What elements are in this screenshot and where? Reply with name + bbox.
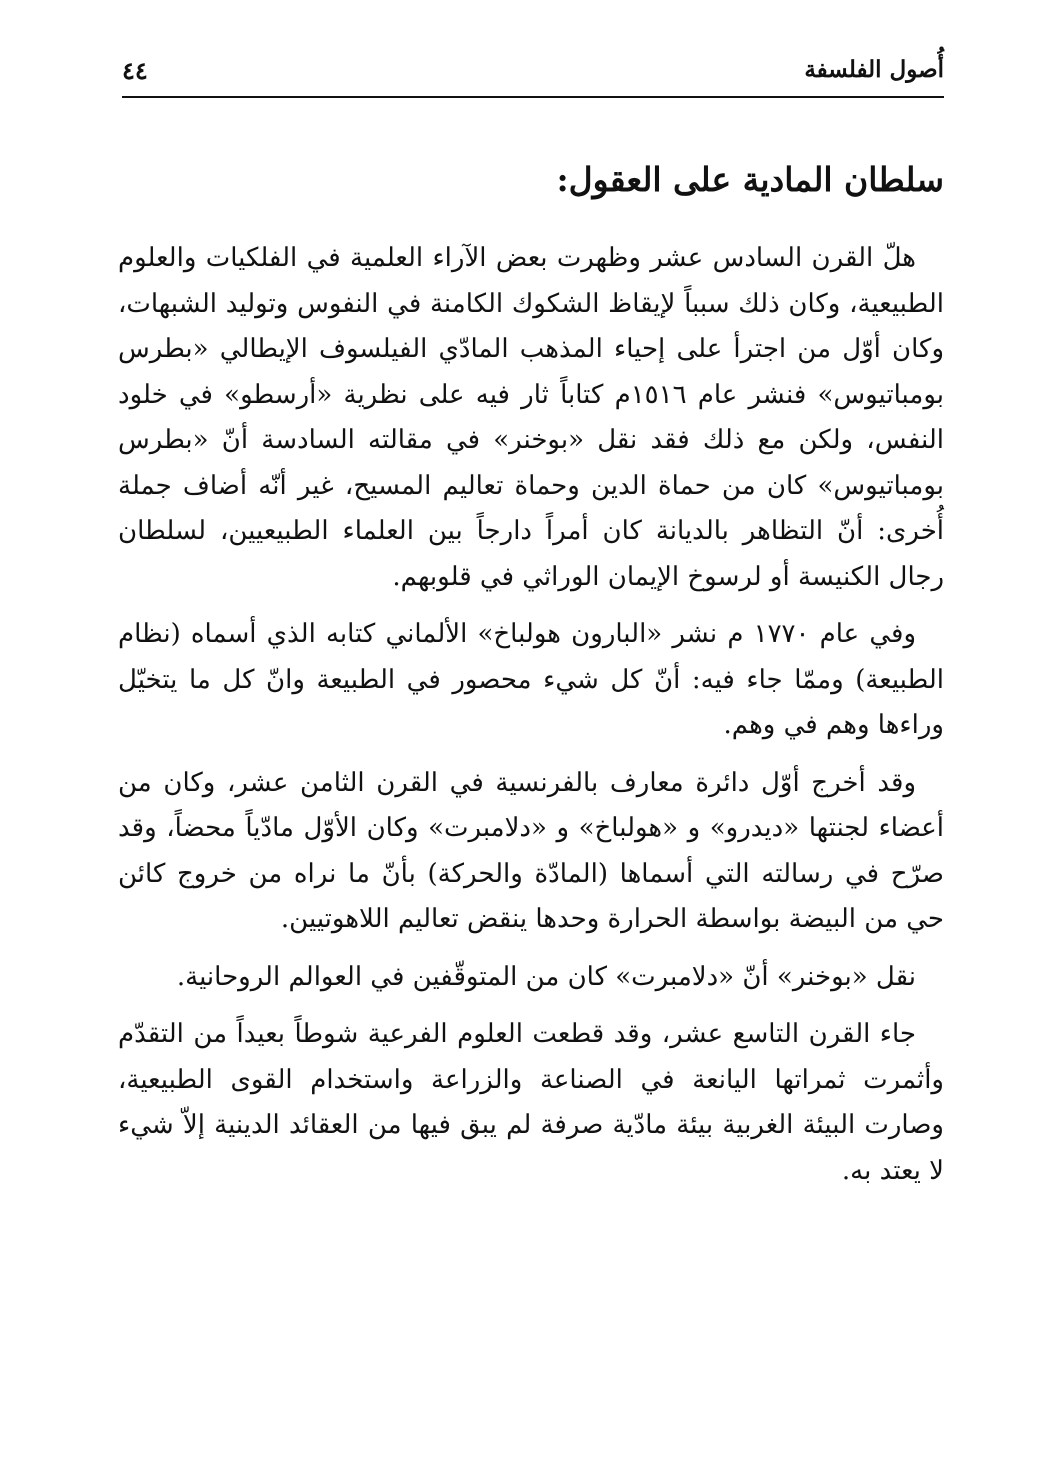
running-header	[122, 52, 944, 98]
paragraph: جاء القرن التاسع عشر، وقد قطعت العلوم الفرعية شوطاً بعيداً من التقدّم وأثمرت ثمراتها اليانعة في الصناعة والزراعة واستخدام القوى الطبيعية، وصارت البيئة الغربية بيئة مادّية صرفة لم يبق فيها من العقائد الدينية إلاّ شيء لا يعتد به.	[118, 1019, 944, 1186]
book-title: أُصول الفلسفة	[804, 56, 944, 83]
body-text	[118, 236, 944, 1206]
paragraph: نقل «بوخنر» أنّ «دلامبرت» كان من المتوقّفين في العوالم الروحانية.	[176, 961, 916, 992]
section-heading: سلطان المادية على العقول:	[556, 160, 944, 199]
paragraph: وقد أخرج أوّل دائرة معارف بالفرنسية في القرن الثامن عشر، وكان من أعضاء لجنتها «ديدرو» و «هولباخ» و «دلامبرت» وكان الأوّل مادّياً محضاً، وقد صرّح في رسالته التي أسماها (المادّة والحركة) بأنّ ما نراه من خروج كائن حي من البيضة بواسطة الحرارة وحدها ينقض تعاليم اللاهوتيين.	[118, 767, 944, 934]
paragraph: هلّ القرن السادس عشر وظهرت بعض الآراء العلمية في الفلكيات والعلوم الطبيعية، وكان ذلك سبباً لإيقاظ الشكوك الكامنة في النفوس وتوليد الشبهات، وكان أوّل من اجترأ على إحياء المذهب المادّي الفيلسوف الإيطالي «بطرس بومباتيوس» فنشر عام ١٥١٦م كتاباً ثار فيه على نظرية «أرسطو» في خلود النفس، ولكن مع ذلك فقد نقل «بوخنر» في مقالته السادسة أنّ «بطرس بومباتيوس» كان من حماة الدين وحماة تعاليم المسيح، غير أنّه أضاف جملة أُخرى: أنّ التظاهر بالديانة كان أمراً دارجاً بين العلماء الطبيعيين، لسلطان رجال الكنيسة أو لرسوخ الإيمان الوراثي في قلوبهم.	[118, 243, 944, 592]
page-number: ٤٤	[122, 56, 148, 85]
paragraph: وفي عام ١٧٧٠ م نشر «البارون هولباخ» الألماني كتابه الذي أسماه (نظام الطبيعة) وممّا جاء فيه: أنّ كل شيء محصور في الطبيعة وانّ كل ما يتخيّل وراءها وهم في وهم.	[118, 619, 944, 740]
